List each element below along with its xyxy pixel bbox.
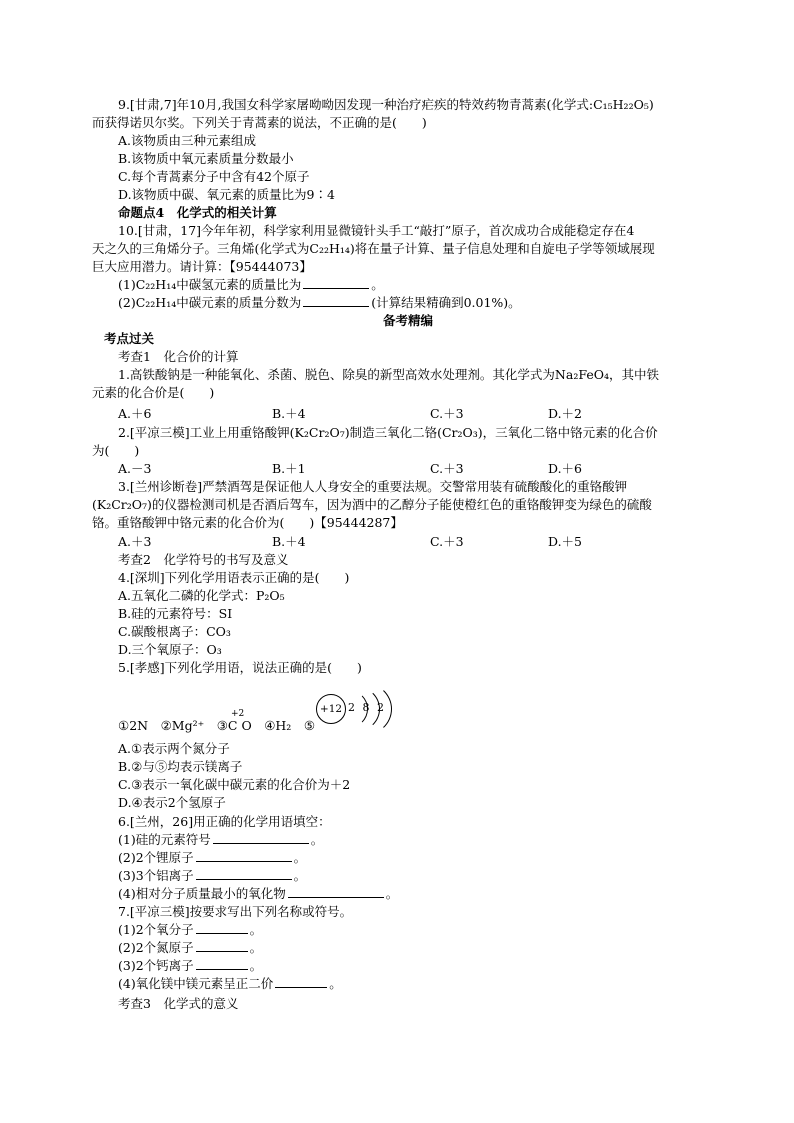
q9-option-a: A.该物质由三种元素组成 [118,133,257,148]
section-title: 备考精编 [383,313,434,328]
q6-part3-answer-blank[interactable] [196,867,292,880]
q3-stem-line1: 3.[兰州诊断卷]严禁酒驾是保证他人人身安全的重要法规。交警常用装有硫酸酸化的重铬酸钾 [118,479,628,494]
q5-option-d: D.④表示2个氢原子 [118,795,226,810]
q7-stem: 7.[平凉三模]按要求写出下列名称或符号。 [118,904,353,919]
q1-stem-line1: 1.高铁酸钠是一种能氧化、杀菌、脱色、除臭的新型高效水处理剂。其化学式为Na₂FeO₄，其中铁 [118,367,659,382]
check3-heading: 考查3 化学式的意义 [118,996,239,1011]
q10-part2-answer-blank[interactable] [303,294,369,307]
q6-part2-end: 。 [293,850,307,865]
q6-part2-text: (2)2个锂原子 [118,850,194,865]
q9-option-b: B.该物质中氧元素质量分数最小 [118,151,294,166]
q7-part3-answer-blank[interactable] [196,957,248,970]
q6-part1-end: 。 [310,832,324,847]
q6-part4 [118,885,398,903]
q10-part2-text: (2)C₂₂H₁₄中碳元素的质量分数为 [118,295,302,310]
q10-part1-end: 。 [371,277,384,292]
q5-items: ①2N ②Mg²⁺ ③C O ④H₂ ⑤ [118,718,316,733]
q7-part4 [118,975,342,993]
q7-part3-end: 。 [249,958,263,973]
q7-part1-answer-blank[interactable] [196,921,248,934]
q4-option-b: B.硅的元素符号：SI [118,606,233,621]
atom-nucleus: +12 [316,694,346,724]
q4-option-d: D.三个氧原子：O₃ [118,642,222,657]
q3-stem-line2: (K₂Cr₂O₇)的仪器检测司机是否酒后驾车，因为酒中的乙醇分子能使橙红色的重铬酸钾变为绿色的硫酸 [92,497,652,512]
q2-option-d: D.＋6 [548,461,583,476]
q2-option-a: A.－3 [118,461,152,476]
check2-heading: 考查2 化学符号的书写及意义 [118,552,289,567]
q1-option-d: D.＋2 [548,406,583,421]
q7-part4-text: (4)氧化镁中镁元素呈正二价 [118,976,274,991]
q7-part2 [118,939,262,957]
q5-option-a: A.①表示两个氮分子 [118,741,230,756]
q5-option-c: C.③表示一氧化碳中碳元素的化合价为＋2 [118,777,351,792]
q9-option-c: C.每个青蒿素分子中含有42个原子 [118,169,310,184]
q1-option-a: A.＋6 [118,406,152,421]
magnesium-atom-structure-diagram [316,686,396,730]
q1-option-c: C.＋3 [430,406,464,421]
q3-option-b: B.＋4 [272,534,306,549]
q10-part1-text: (1)C₂₂H₁₄中碳氢元素的质量比为 [118,277,302,292]
q5-stem: 5.[孝感]下列化学用语，说法正确的是( ) [118,660,362,675]
q3-option-d: D.＋5 [548,534,583,549]
q2-option-b: B.＋1 [272,461,306,476]
q4-option-a: A.五氧化二磷的化学式：P₂O₅ [118,588,285,603]
q4-option-c: C.碳酸根离子：CO₃ [118,624,231,639]
q2-stem-line2: 为( ) [92,443,140,458]
q3-option-c: C.＋3 [430,534,464,549]
q2-option-c: C.＋3 [430,461,464,476]
q7-part1-end: 。 [249,922,263,937]
q7-part2-end: 。 [249,940,263,955]
q5-option-b: B.②与⑤均表示镁离子 [118,759,243,774]
q9-stem-line2: 而获得诺贝尔奖。下列关于青蒿素的说法，不正确的是( ) [92,115,427,130]
kaodian-heading: 考点过关 [104,331,155,346]
q6-part3-text: (3)3个铝离子 [118,868,194,883]
q10-part1 [118,276,384,294]
q4-stem: 4.[深圳]下列化学用语表示正确的是( ) [118,570,350,585]
q7-part2-answer-blank[interactable] [196,939,248,952]
q6-part2-answer-blank[interactable] [196,849,292,862]
q7-part4-end: 。 [329,976,342,991]
q6-part4-text: (4)相对分子质量最小的氧化物 [118,886,286,901]
q1-option-b: B.＋4 [272,406,306,421]
point4-heading: 命题点4 化学式的相关计算 [118,205,277,220]
q10-stem-line2: 天之久的三角烯分子。三角烯(化学式为C₂₂H₁₄)将在量子计算、量子信息处理和自旋电子学等领域展现 [92,241,655,256]
q10-part2 [118,294,521,312]
q3-stem-line3: 铬。重铬酸钾中铬元素的化合价为( )【95444287】 [92,515,403,530]
q6-part4-end: 。 [385,886,399,901]
q6-stem: 6.[兰州，26]用正确的化学用语填空： [118,814,331,829]
q9-stem-line1: 9.[甘肃,7]年10月,我国女科学家屠呦呦因发现一种治疗疟疾的特效药物青蒿素(化学式:C₁₅H₂₂O₅) [118,97,654,112]
q5-valence-mark: +2 [231,709,245,719]
q10-part2-end: (计算结果精确到0.01%)。 [371,295,521,310]
q3-option-a: A.＋3 [118,534,152,549]
q6-part3-end: 。 [293,868,307,883]
q1-stem-line2: 元素的化合价是( ) [92,385,215,400]
q6-part1 [118,831,323,849]
q2-stem-line1: 2.[平凉三模]工业上用重铬酸钾(K₂Cr₂O₇)制造三氧化二铬(Cr₂O₃)，三氧化二铬中铬元素的化合价 [118,425,658,440]
q7-part1-text: (1)2个氧分子 [118,922,194,937]
q7-part1 [118,921,262,939]
q7-part4-answer-blank[interactable] [275,975,327,988]
q6-part4-answer-blank[interactable] [288,885,384,898]
q7-part2-text: (2)2个氮原子 [118,940,194,955]
check1-heading: 考查1 化合价的计算 [118,349,239,364]
q7-part3 [118,957,262,975]
q10-stem-line3: 巨大应用潜力。请计算：【95444073】 [92,259,312,274]
q6-part1-text: (1)硅的元素符号 [118,832,211,847]
q9-option-d: D.该物质中碳、氧元素的质量比为9∶4 [118,187,335,202]
q6-part1-answer-blank[interactable] [213,831,309,844]
electron-shell-numbers: 2 8 2 [348,701,386,714]
q10-part1-answer-blank[interactable] [303,276,369,289]
q10-stem-line1: 10.[甘肃，17]今年年初，科学家利用显微镜针头手工“敲打”原子，首次成功合成能稳定存在4 [118,223,635,238]
q6-part3 [118,867,306,885]
q6-part2 [118,849,306,867]
q7-part3-text: (3)2个钙离子 [118,958,194,973]
